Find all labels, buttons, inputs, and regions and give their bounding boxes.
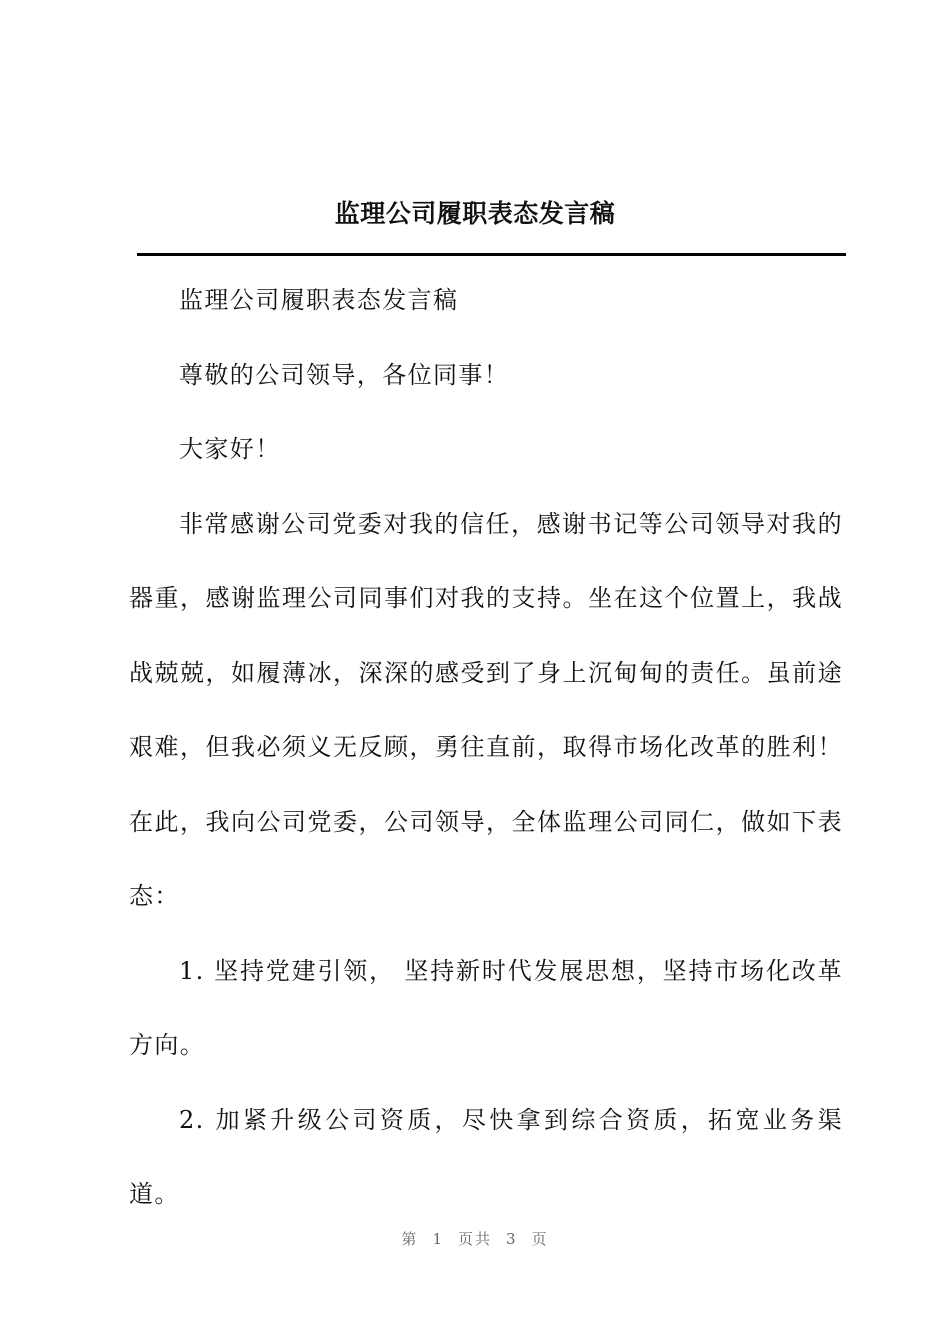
footer-middle: 页共 [457, 1230, 492, 1248]
paragraph-heading-repeat: 监理公司履职表态发言稿 [179, 286, 459, 314]
footer-total-pages: 3 [506, 1230, 518, 1248]
footer-current-page: 1 [432, 1230, 444, 1248]
paragraph-item-1: 1. 坚持党建引领， 坚持新时代发展思想，坚持市场化改革方向。 [129, 956, 843, 1059]
paragraph-salutation: 尊敬的公司领导，各位同事！ [179, 360, 510, 389]
footer-prefix: 第 [401, 1230, 419, 1248]
title-divider [137, 253, 846, 256]
paragraph-thanks: 非常感谢公司党委对我的信任，感谢书记等公司领导对我的器重，感谢监理公司同事们对我的支持。坐在这个位置上，我战战兢兢，如履薄冰，深深的感受到了身上沉甸甸的责任。虽前途艰难，但我必须义无反顾，勇往直前，取得市场化改革的胜利！在此，我向公司党委，公司领导，全体监理公司同仁，做如下表态： [129, 509, 843, 910]
paragraph-item-2: 2. 加紧升级公司资质，尽快拿到综合资质，拓宽业务渠道。 [129, 1105, 843, 1208]
paragraph-greeting: 大家好！ [179, 435, 281, 463]
document-title: 监理公司履职表态发言稿 [334, 199, 616, 228]
document-body [129, 263, 843, 1232]
page-footer [0, 1228, 950, 1249]
footer-suffix: 页 [531, 1230, 549, 1248]
